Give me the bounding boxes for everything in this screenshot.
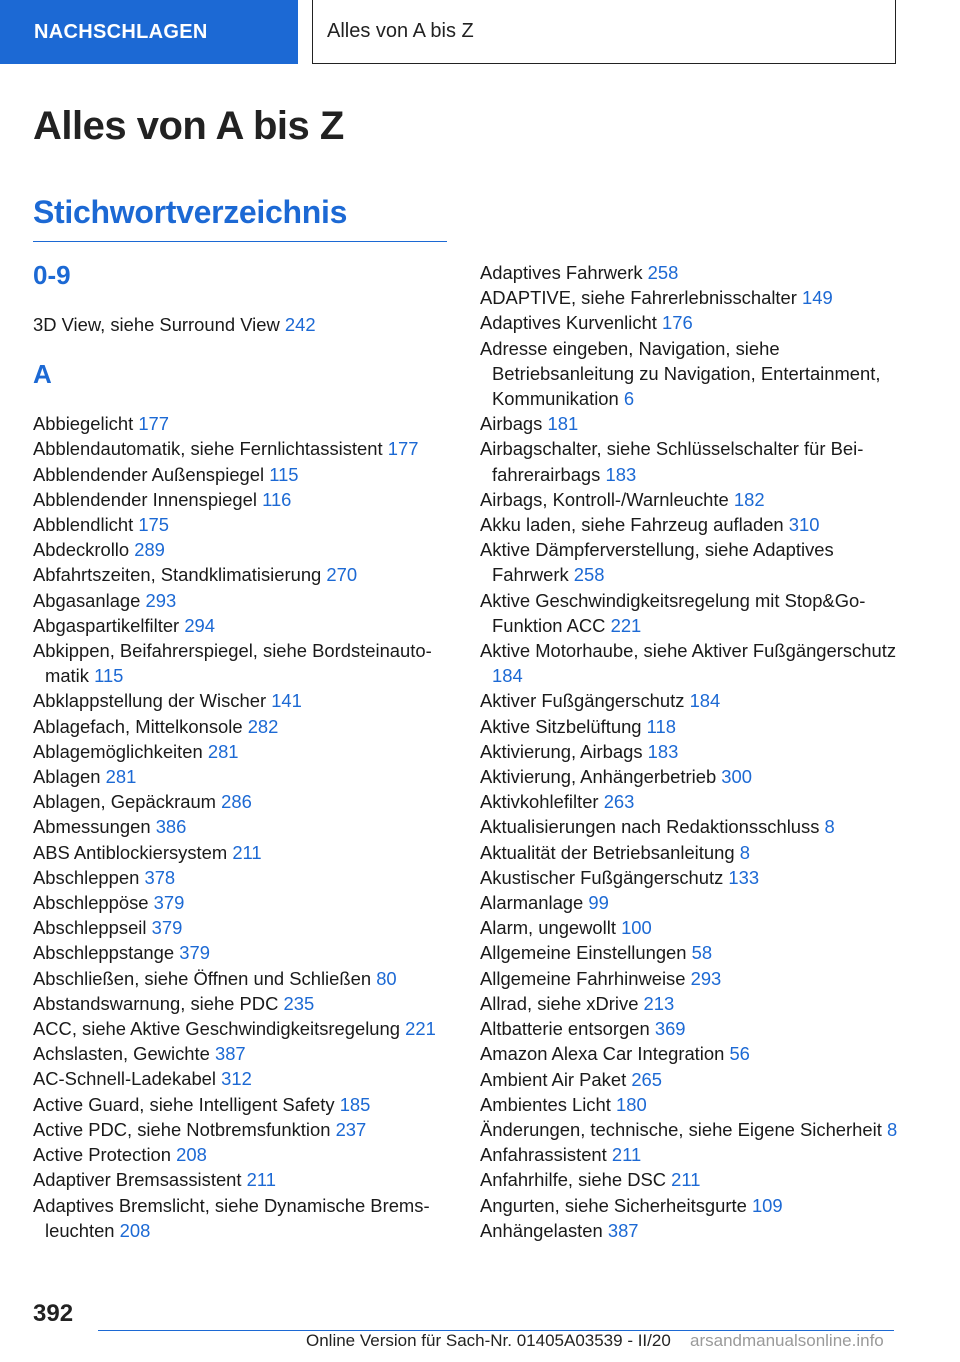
index-entry [480, 1193, 898, 1218]
index-entry [33, 562, 451, 587]
index-entry-term: Airbags, Kontroll-/Warnleuchte [480, 488, 729, 510]
index-entry-page-link[interactable]: 115 [269, 463, 299, 485]
index-entry-term: Alarmanlage [480, 892, 584, 914]
index-entry-term: Änderungen, technische, siehe Eigene Sicherheit [480, 1118, 882, 1140]
index-entry-term: Ablagen, Gepäckraum [33, 791, 216, 813]
index-entry-page-link[interactable]: 8 [739, 841, 750, 863]
index-entry-term: Aktualisierungen nach Redaktionsschluss [480, 816, 820, 838]
index-entry [480, 638, 898, 688]
index-entry [33, 1117, 451, 1142]
index-entry-page-link[interactable]: 176 [661, 312, 693, 334]
index-entry-term: Ablagemöglichkeiten [33, 740, 203, 762]
index-column-left [33, 260, 451, 1243]
index-entry-term: Abschleppen [33, 866, 140, 888]
index-entry-page-link[interactable]: 208 [119, 1219, 151, 1241]
index-entry-term: Abklappstellung der Wischer [33, 690, 267, 712]
index-entry-term: ACC, siehe Aktive Geschwindigkeitsregelung [33, 1018, 400, 1040]
index-entry-term: Aktive Sitzbelüftung [480, 715, 642, 737]
index-entry-term: 3D View, siehe Surround View [33, 314, 280, 335]
index-entry-page-link[interactable]: 379 [151, 917, 183, 939]
index-entry-page-link[interactable]: 378 [144, 866, 176, 888]
index-entry-term: Adaptives Bremslicht, siehe Dynamische Bremsleuchten [33, 1194, 430, 1241]
index-entry-page-link[interactable]: 293 [690, 967, 722, 989]
index-entry-page-link[interactable]: 265 [631, 1068, 662, 1090]
index-entry-term: Abblendautomatik, siehe Fernlichtassistent [33, 438, 383, 460]
index-entry-page-link[interactable]: 379 [179, 942, 210, 964]
section-title: Stichwortverzeichnis [33, 194, 447, 242]
index-entry-term: Abblendender Innenspiegel [33, 488, 257, 510]
index-entry [33, 714, 451, 739]
index-entry-term: Abmessungen [33, 816, 151, 838]
index-entry [480, 789, 898, 814]
index-entry [480, 688, 898, 713]
index-entry [480, 1117, 898, 1142]
index-entry-page-link[interactable]: 242 [284, 314, 316, 335]
index-entry-page-link[interactable]: 211 [611, 1144, 642, 1166]
index-entry [480, 739, 898, 764]
index-entry [480, 915, 898, 940]
index-entry-term: Altbatterie entsorgen [480, 1018, 650, 1040]
index-entry [480, 260, 898, 285]
index-entry-page-link[interactable]: 211 [232, 841, 262, 863]
index-entry [33, 865, 451, 890]
index-entry-page-link[interactable]: 8 [886, 1118, 898, 1140]
index-entry-page-link[interactable]: 133 [728, 866, 760, 888]
index-entry [33, 1092, 451, 1117]
index-entry [33, 613, 451, 638]
index-entry-page-link[interactable]: 312 [221, 1068, 252, 1090]
index-entry-term: Aktive Motorhaube, siehe Aktiver Fußgängerschutz [480, 640, 897, 662]
index-entry-term: Abstandswarnung, siehe PDC [33, 992, 279, 1014]
index-entry [33, 638, 451, 688]
index-entry-term: Ablagen [33, 766, 101, 788]
index-entry [33, 764, 451, 789]
index-entry [33, 840, 451, 865]
index-entry [33, 588, 451, 613]
page-number: 392 [33, 1300, 74, 1327]
index-entry-term: Allgemeine Fahrhinweise [480, 967, 686, 989]
index-entry [480, 285, 898, 310]
index-entry [480, 991, 898, 1016]
index-entry-term: Akustischer Fußgängerschutz [480, 866, 724, 888]
index-entry [480, 940, 898, 965]
index-entry [480, 588, 898, 638]
index-entry [33, 1041, 451, 1066]
index-entry-term: Abschleppöse [33, 892, 149, 914]
index-entry-page-link[interactable]: 8 [824, 816, 835, 838]
index-entry-page-link[interactable]: 237 [335, 1118, 367, 1140]
index-entry-term: Abschließen, siehe Öffnen und Schließen [33, 967, 372, 989]
index-entry-term: Ambient Air Paket [480, 1068, 627, 1090]
index-entry-page-link[interactable]: 379 [153, 892, 185, 914]
index-entry-term: Anfahrhilfe, siehe DSC [480, 1169, 667, 1191]
index-entry-page-link[interactable]: 294 [184, 614, 215, 636]
index-entry-page-link[interactable]: 369 [654, 1018, 686, 1040]
index-entry [33, 1193, 451, 1243]
letter-heading: A [33, 359, 52, 390]
index-entry-term: ABS Antiblockiersystem [33, 841, 228, 863]
index-entry [480, 714, 898, 739]
index-entry-term: Active Guard, siehe Intelligent Safety [33, 1093, 335, 1115]
page-title: Alles von A bis Z [33, 104, 344, 148]
index-entry-page-link[interactable]: 100 [621, 917, 652, 939]
index-entry-page-link[interactable]: 310 [788, 514, 820, 536]
index-entry-term: Abkippen, Beifahrerspiegel, siehe Bordsteinautomatik [33, 640, 432, 687]
index-entry-page-link[interactable]: 221 [405, 1018, 436, 1040]
index-entry-term: Angurten, siehe Sicherheitsgurte [480, 1194, 747, 1216]
index-entry-term: Allgemeine Einstellungen [480, 942, 687, 964]
index-entry [33, 966, 451, 991]
index-entry [480, 764, 898, 789]
index-entry [480, 865, 898, 890]
index-entry-term: Active Protection [33, 1144, 171, 1166]
index-entry-page-link[interactable]: 177 [138, 413, 170, 435]
index-entry-page-link[interactable]: 258 [647, 262, 679, 283]
index-entry-page-link[interactable]: 258 [573, 564, 605, 586]
index-entry-page-link[interactable]: 184 [492, 665, 523, 687]
index-entry-term: Aktive Dämpferverstellung, siehe Adaptives Fahrwerk [480, 539, 834, 586]
index-entry-term: Abdeckrollo [33, 539, 130, 561]
index-entry [33, 1016, 451, 1041]
index-entry [480, 336, 898, 412]
index-entry-page-link[interactable]: 56 [729, 1043, 750, 1065]
index-entry-page-link[interactable]: 281 [105, 766, 137, 788]
chapter-label: Alles von A bis Z [312, 0, 896, 64]
index-entry-page-link[interactable]: 300 [721, 766, 752, 788]
index-entry [33, 688, 451, 713]
index-entry-term: Abgaspartikelfilter [33, 614, 180, 636]
index-entry-page-link[interactable]: 213 [643, 992, 675, 1014]
index-entry-page-link[interactable]: 387 [214, 1043, 246, 1065]
index-entry-term: Aktive Geschwindigkeitsregelung mit Stop&Go-Funktion ACC [480, 589, 866, 636]
index-entry-page-link[interactable]: 115 [94, 665, 124, 687]
index-entry [33, 462, 451, 487]
index-entry-page-link[interactable]: 211 [671, 1169, 701, 1191]
index-entry [480, 840, 898, 865]
index-entry [33, 537, 451, 562]
index-entry [480, 814, 898, 839]
index-entry-page-link[interactable]: 183 [647, 740, 679, 762]
index-entry [480, 1167, 898, 1192]
index-entry-page-link[interactable]: 6 [623, 388, 635, 410]
index-entry [33, 890, 451, 915]
index-entry-term: Anfahrassistent [480, 1144, 607, 1166]
index-entry-term: Active PDC, siehe Notbremsfunktion [33, 1118, 331, 1140]
index-entry [480, 487, 898, 512]
index-entry-page-link[interactable]: 263 [603, 791, 635, 813]
index-entry [480, 436, 898, 486]
index-entry-term: Amazon Alexa Car Integration [480, 1043, 725, 1065]
index-entry-page-link[interactable]: 116 [262, 488, 292, 510]
index-entry-term: Adaptives Fahrwerk [480, 262, 643, 283]
footer-version-text: Online Version für Sach-Nr. 01405A03539 - II/20 [306, 1331, 671, 1350]
index-entry-term: Anhängelasten [480, 1219, 603, 1241]
index-entry-page-link[interactable]: 208 [176, 1144, 207, 1166]
index-entry-page-link[interactable]: 99 [588, 892, 609, 914]
letter-heading: 0-9 [33, 260, 71, 290]
index-entry-page-link[interactable]: 180 [615, 1093, 647, 1115]
index-entry-page-link[interactable]: 185 [339, 1093, 371, 1115]
section-tab: NACHSCHLAGEN [0, 0, 298, 64]
index-entry [480, 1041, 898, 1066]
index-entry [33, 1142, 451, 1167]
index-entry-page-link[interactable]: 386 [155, 816, 187, 838]
index-entry-term: Aktivierung, Anhängerbetrieb [480, 766, 717, 788]
index-entry-term: Aktualität der Betriebsanleitung [480, 841, 735, 863]
index-entry [33, 991, 451, 1016]
index-entry-page-link[interactable]: 286 [221, 791, 252, 813]
watermark: arsandmanualsonline.info [690, 1331, 884, 1350]
index-entry [480, 512, 898, 537]
index-entry-term: Achslasten, Gewichte [33, 1043, 210, 1065]
index-entry-page-link[interactable]: 175 [138, 514, 170, 536]
index-entry-page-link[interactable]: 80 [376, 967, 397, 989]
index-entry-page-link[interactable]: 177 [387, 438, 419, 460]
index-entry-term: Aktiver Fußgängerschutz [480, 690, 685, 712]
index-entry-page-link[interactable]: 221 [610, 614, 642, 636]
index-entry [33, 940, 451, 965]
index-entry-page-link[interactable]: 183 [605, 463, 637, 485]
index-entry-page-link[interactable]: 149 [802, 287, 833, 309]
index-entry-term: Akku laden, siehe Fahrzeug aufladen [480, 514, 784, 536]
index-entry-term: Abblendlicht [33, 514, 134, 536]
index-entry [33, 436, 451, 461]
index-entry [480, 1218, 898, 1243]
index-entry-page-link[interactable]: 270 [326, 564, 358, 586]
index-entry-term: Ablagefach, Mittelkonsole [33, 715, 243, 737]
index-entry [33, 512, 451, 537]
index-entry-term: Ambientes Licht [480, 1093, 611, 1115]
index-entry-page-link[interactable]: 282 [247, 715, 279, 737]
index-entry-term: Abfahrtszeiten, Standklimatisierung [33, 564, 322, 586]
index-entry-term: AC-Schnell-Ladekabel [33, 1068, 216, 1090]
index-entry [480, 1142, 898, 1167]
index-entry-term: ADAPTIVE, siehe Fahrerlebnisschalter [480, 287, 797, 309]
index-entry [33, 739, 451, 764]
index-entry-term: Adaptives Kurvenlicht [480, 312, 657, 334]
index-entry-page-link[interactable]: 141 [271, 690, 302, 712]
index-entry [33, 411, 451, 436]
index-entry-term: Abgasanlage [33, 589, 141, 611]
index-entry-term: Abbiegelicht [33, 413, 134, 435]
index-entry [480, 1016, 898, 1041]
index-entry-page-link[interactable]: 182 [733, 488, 765, 510]
index-entry [33, 789, 451, 814]
index-entry [480, 537, 898, 587]
index-entry-term: Aktivierung, Airbags [480, 740, 643, 762]
index-entry-page-link[interactable]: 184 [689, 690, 721, 712]
index-entry-page-link[interactable]: 289 [134, 539, 165, 561]
index-entry-page-link[interactable]: 109 [751, 1194, 783, 1216]
index-entry [33, 312, 451, 337]
index-entry [480, 411, 898, 436]
index-entry-term: Abblendender Außenspiegel [33, 463, 265, 485]
index-entry-term: Abschleppstange [33, 942, 175, 964]
index-entry-term: Abschleppseil [33, 917, 147, 939]
index-entry-term: Airbagschalter, siehe Schlüsselschalter für Beifahrerairbags [480, 438, 864, 485]
index-entry-page-link[interactable]: 118 [646, 715, 676, 737]
index-entry-page-link[interactable]: 281 [207, 740, 239, 762]
index-entry [480, 1067, 898, 1092]
index-entry-page-link[interactable]: 387 [607, 1219, 639, 1241]
index-entry-page-link[interactable]: 181 [547, 413, 579, 435]
index-entry [33, 487, 451, 512]
index-entry-term: Adresse eingeben, Navigation, siehe Betriebsanleitung zu Navigation, Entertainment, Kommunikation [480, 337, 881, 410]
index-entry-term: Airbags [480, 413, 543, 435]
index-entry [33, 1167, 451, 1192]
index-entry-page-link[interactable]: 58 [691, 942, 713, 964]
index-entry [480, 310, 898, 335]
index-entry-term: Allrad, siehe xDrive [480, 992, 639, 1014]
index-column-right [480, 260, 898, 1243]
index-entry [33, 814, 451, 839]
index-entry-page-link[interactable]: 293 [145, 589, 177, 611]
index-entry-term: Adaptiver Bremsassistent [33, 1169, 242, 1191]
index-entry [480, 890, 898, 915]
index-entry [480, 966, 898, 991]
index-entry-term: Aktivkohlefilter [480, 791, 599, 813]
index-entry [480, 1092, 898, 1117]
index-entry [33, 1066, 451, 1091]
index-entry-page-link[interactable]: 235 [283, 992, 315, 1014]
index-entry-page-link[interactable]: 211 [246, 1169, 276, 1191]
index-entry-term: Alarm, ungewollt [480, 917, 616, 939]
index-entry [33, 915, 451, 940]
